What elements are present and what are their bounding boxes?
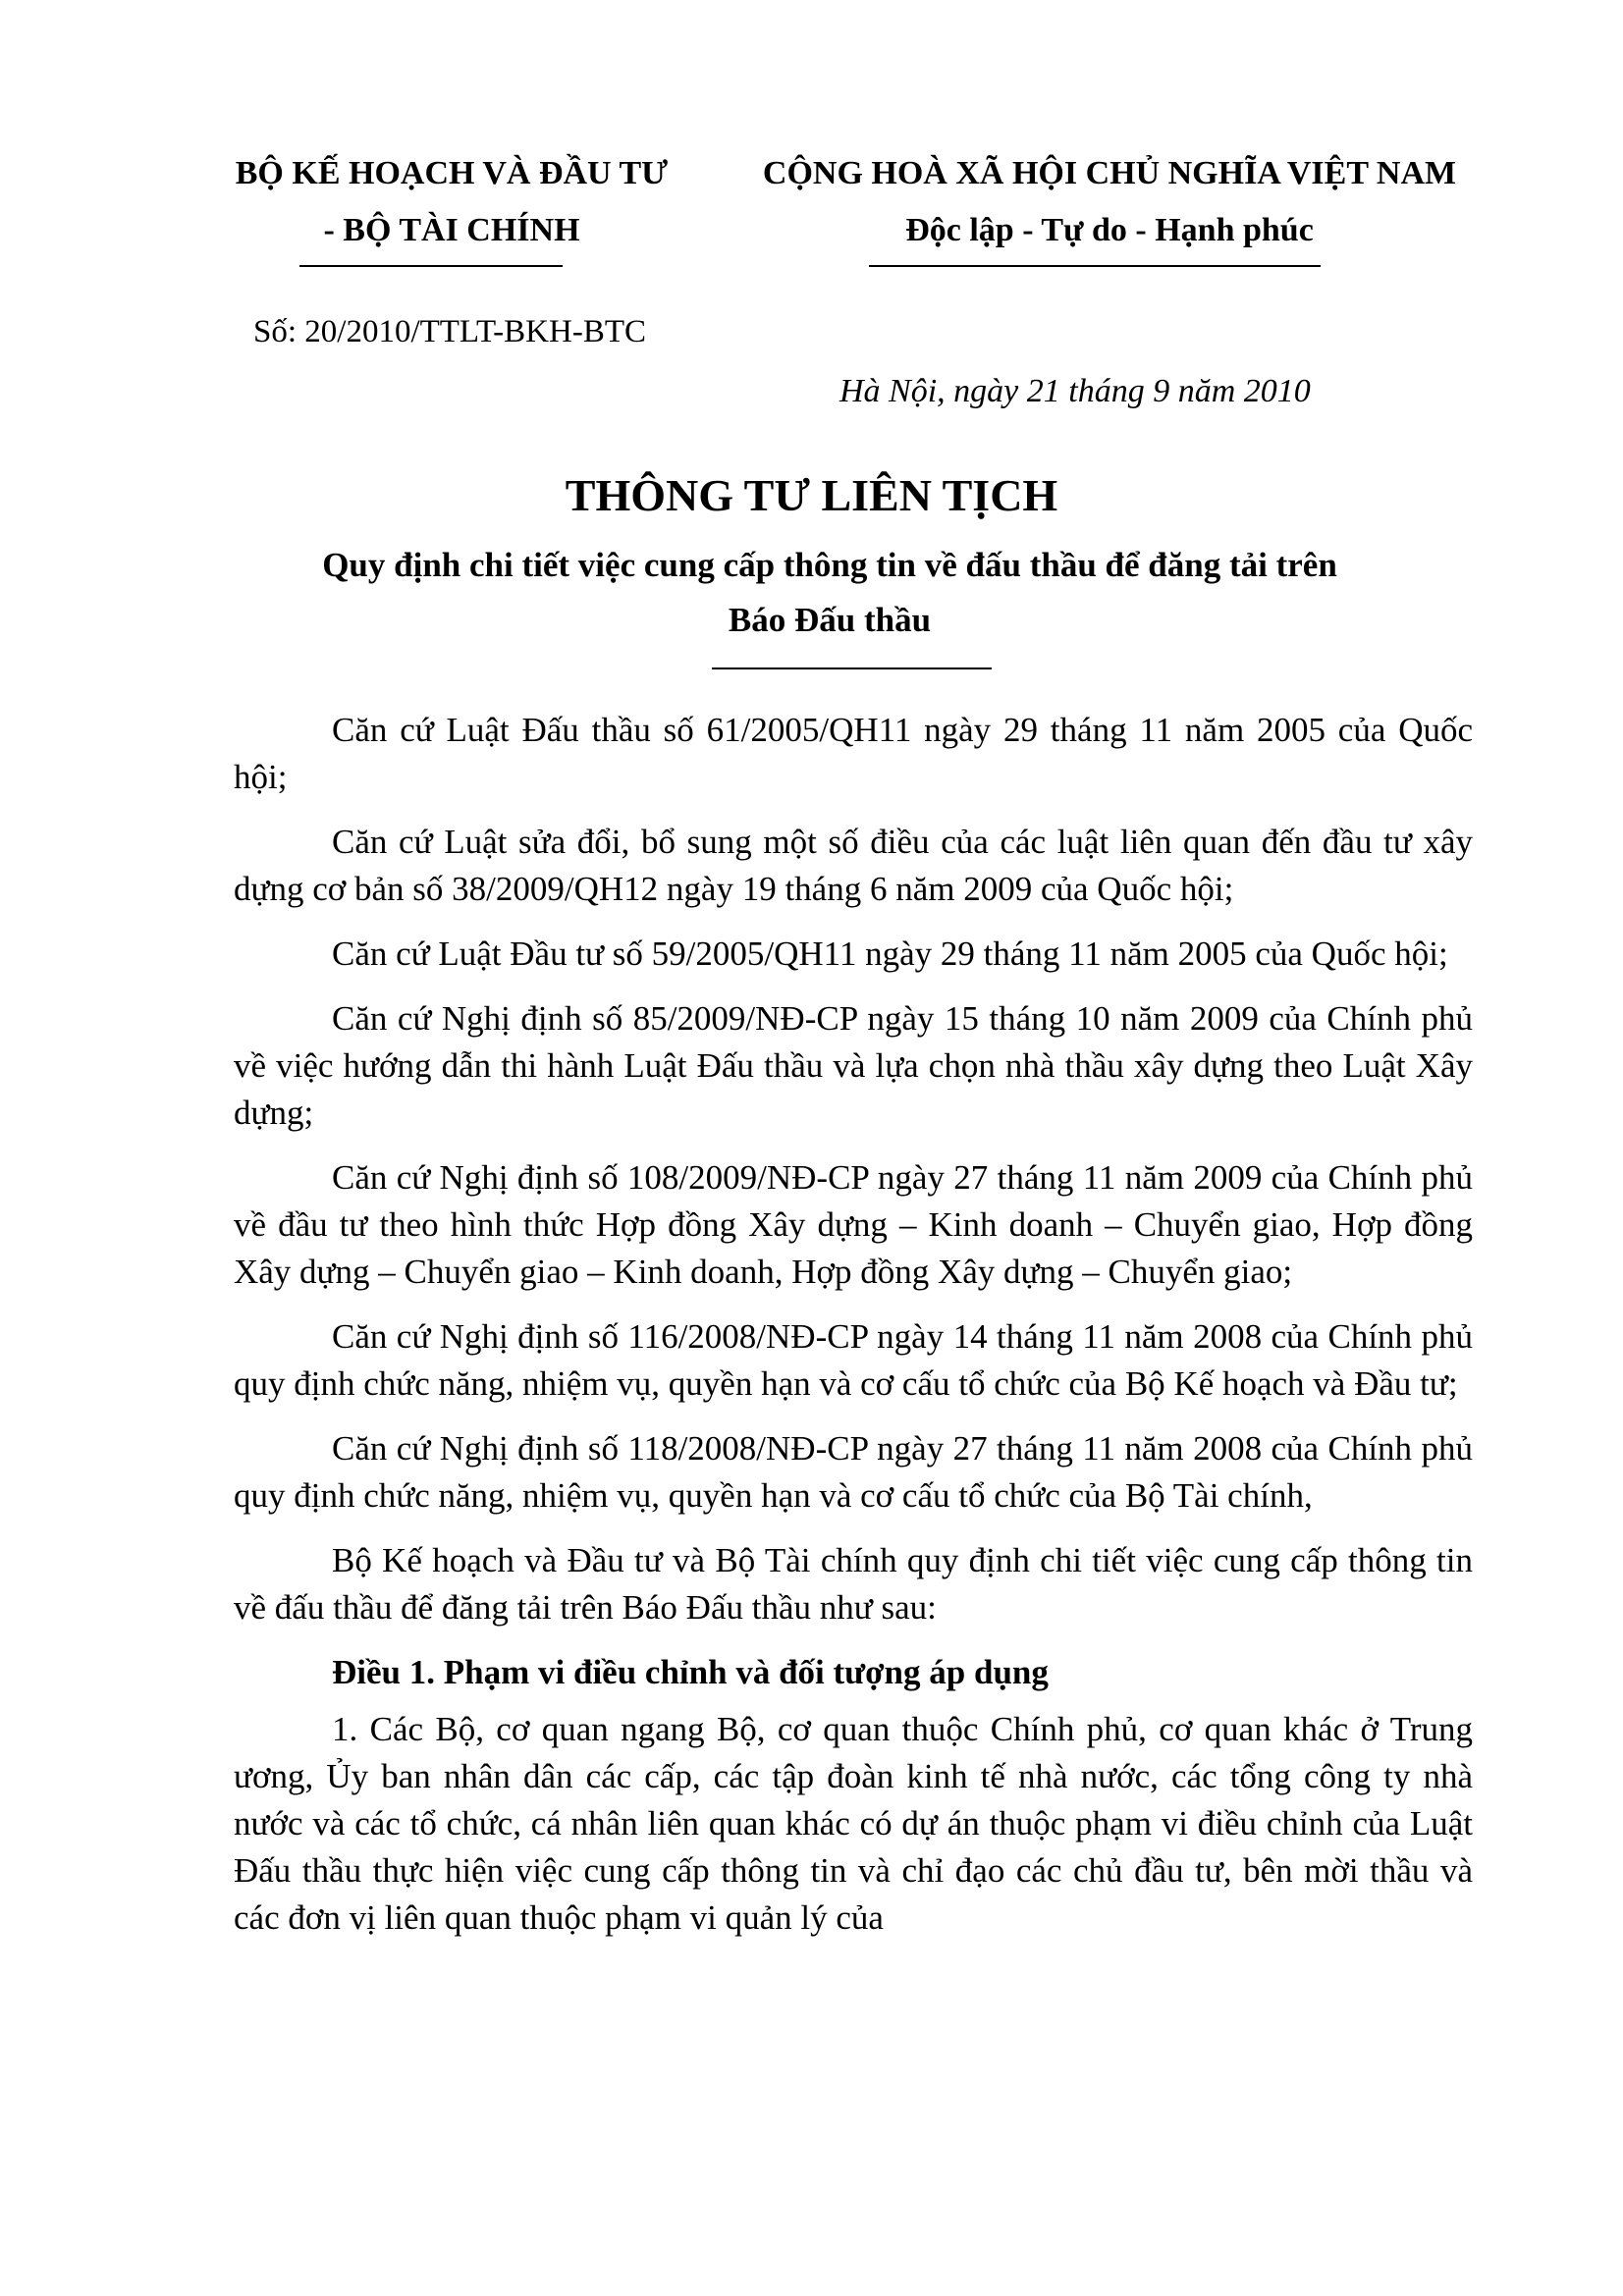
issuer-line-2: - BỘ TÀI CHÍNH bbox=[323, 212, 580, 248]
legal-basis-paragraph: Căn cứ Nghị định số 108/2009/NĐ-CP ngày 27 tháng 11 năm 2009 của Chính phủ về đầu tư theo hình thức Hợp đồng Xây dựng – Kinh doanh – Chuyển giao, Hợp đồng Xây dựng – Chuyển giao – Kinh doanh, Hợp đồng Xây dựng – Chuyển giao; bbox=[234, 1158, 1473, 1291]
legal-basis-paragraph: Căn cứ Luật Đấu thầu số 61/2005/QH11 ngày 29 tháng 11 năm 2005 của Quốc hội; bbox=[234, 711, 1473, 796]
article-1-clause-1: 1. Các Bộ, cơ quan ngang Bộ, cơ quan thuộc Chính phủ, cơ quan khác ở Trung ương, Ủy ban nhân dân các cấp, các tập đoàn kinh tế nhà nước, các tổng công ty nhà nước và các tổ chức, cá nhân liên quan khác có dự án thuộc phạm vi điều chỉnh của Luật Đấu thầu thực hiện việc cung cấp thông tin và chỉ đạo các chủ đầu tư, bên mời thầu và các đơn vị liên quan thuộc phạm vi quản lý của bbox=[234, 1710, 1473, 1937]
legal-basis-paragraph: Căn cứ Nghị định số 118/2008/NĐ-CP ngày 27 tháng 11 năm 2008 của Chính phủ quy định chức năng, nhiệm vụ, quyền hạn và cơ cấu tổ chức của Bộ Tài chính, bbox=[234, 1429, 1473, 1515]
legal-basis-paragraph: Căn cứ Luật sửa đổi, bổ sung một số điều của các luật liên quan đến đầu tư xây dựng cơ bản số 38/2009/QH12 ngày 19 tháng 6 năm 2009 của Quốc hội; bbox=[234, 823, 1473, 908]
issue-date: Hà Nội, ngày 21 tháng 9 năm 2010 bbox=[839, 373, 1311, 409]
document-title: THÔNG TƯ LIÊN TỊCH bbox=[565, 470, 1058, 520]
enacting-clause: Bộ Kế hoạch và Đầu tư và Bộ Tài chính quy định chi tiết việc cung cấp thông tin về đấu thầu để đăng tải trên Báo Đấu thầu như sau: bbox=[234, 1541, 1473, 1627]
legal-basis-paragraph: Căn cứ Luật Đầu tư số 59/2005/QH11 ngày 29 tháng 11 năm 2005 của Quốc hội; bbox=[332, 934, 1448, 973]
document-subtitle: Quy định chi tiết việc cung cấp thông tin về đấu thầu để đăng tải trên Báo Đấu thầu bbox=[322, 546, 1337, 639]
issuer-line-1: BỘ KẾ HOẠCH VÀ ĐẦU TƯ bbox=[235, 155, 669, 191]
issuer-underline bbox=[299, 265, 563, 267]
article-1-heading: Điều 1. Phạm vi điều chỉnh và đối tượng áp dụng bbox=[332, 1653, 1049, 1691]
motto-underline bbox=[869, 265, 1321, 267]
issuer-block bbox=[196, 145, 707, 259]
national-motto-block bbox=[727, 145, 1492, 259]
motto: Độc lập - Tự do - Hạnh phúc bbox=[905, 212, 1314, 248]
legal-basis-paragraph: Căn cứ Nghị định số 116/2008/NĐ-CP ngày 14 tháng 11 năm 2008 của Chính phủ quy định chức năng, nhiệm vụ, quyền hạn và cơ cấu tổ chức của Bộ Kế hoạch và Đầu tư; bbox=[234, 1317, 1473, 1403]
title-underline bbox=[712, 667, 992, 669]
document-body bbox=[234, 707, 1473, 1959]
document-number: Số: 20/2010/TTLT-BKH-BTC bbox=[253, 314, 647, 349]
legal-basis-paragraph: Căn cứ Nghị định số 85/2009/NĐ-CP ngày 15 tháng 10 năm 2009 của Chính phủ về việc hướng dẫn thi hành Luật Đấu thầu và lựa chọn nhà thầu xây dựng theo Luật Xây dựng; bbox=[234, 999, 1473, 1132]
country-name: CỘNG HOÀ XÃ HỘI CHỦ NGHĨA VIỆT NAM bbox=[762, 155, 1457, 191]
